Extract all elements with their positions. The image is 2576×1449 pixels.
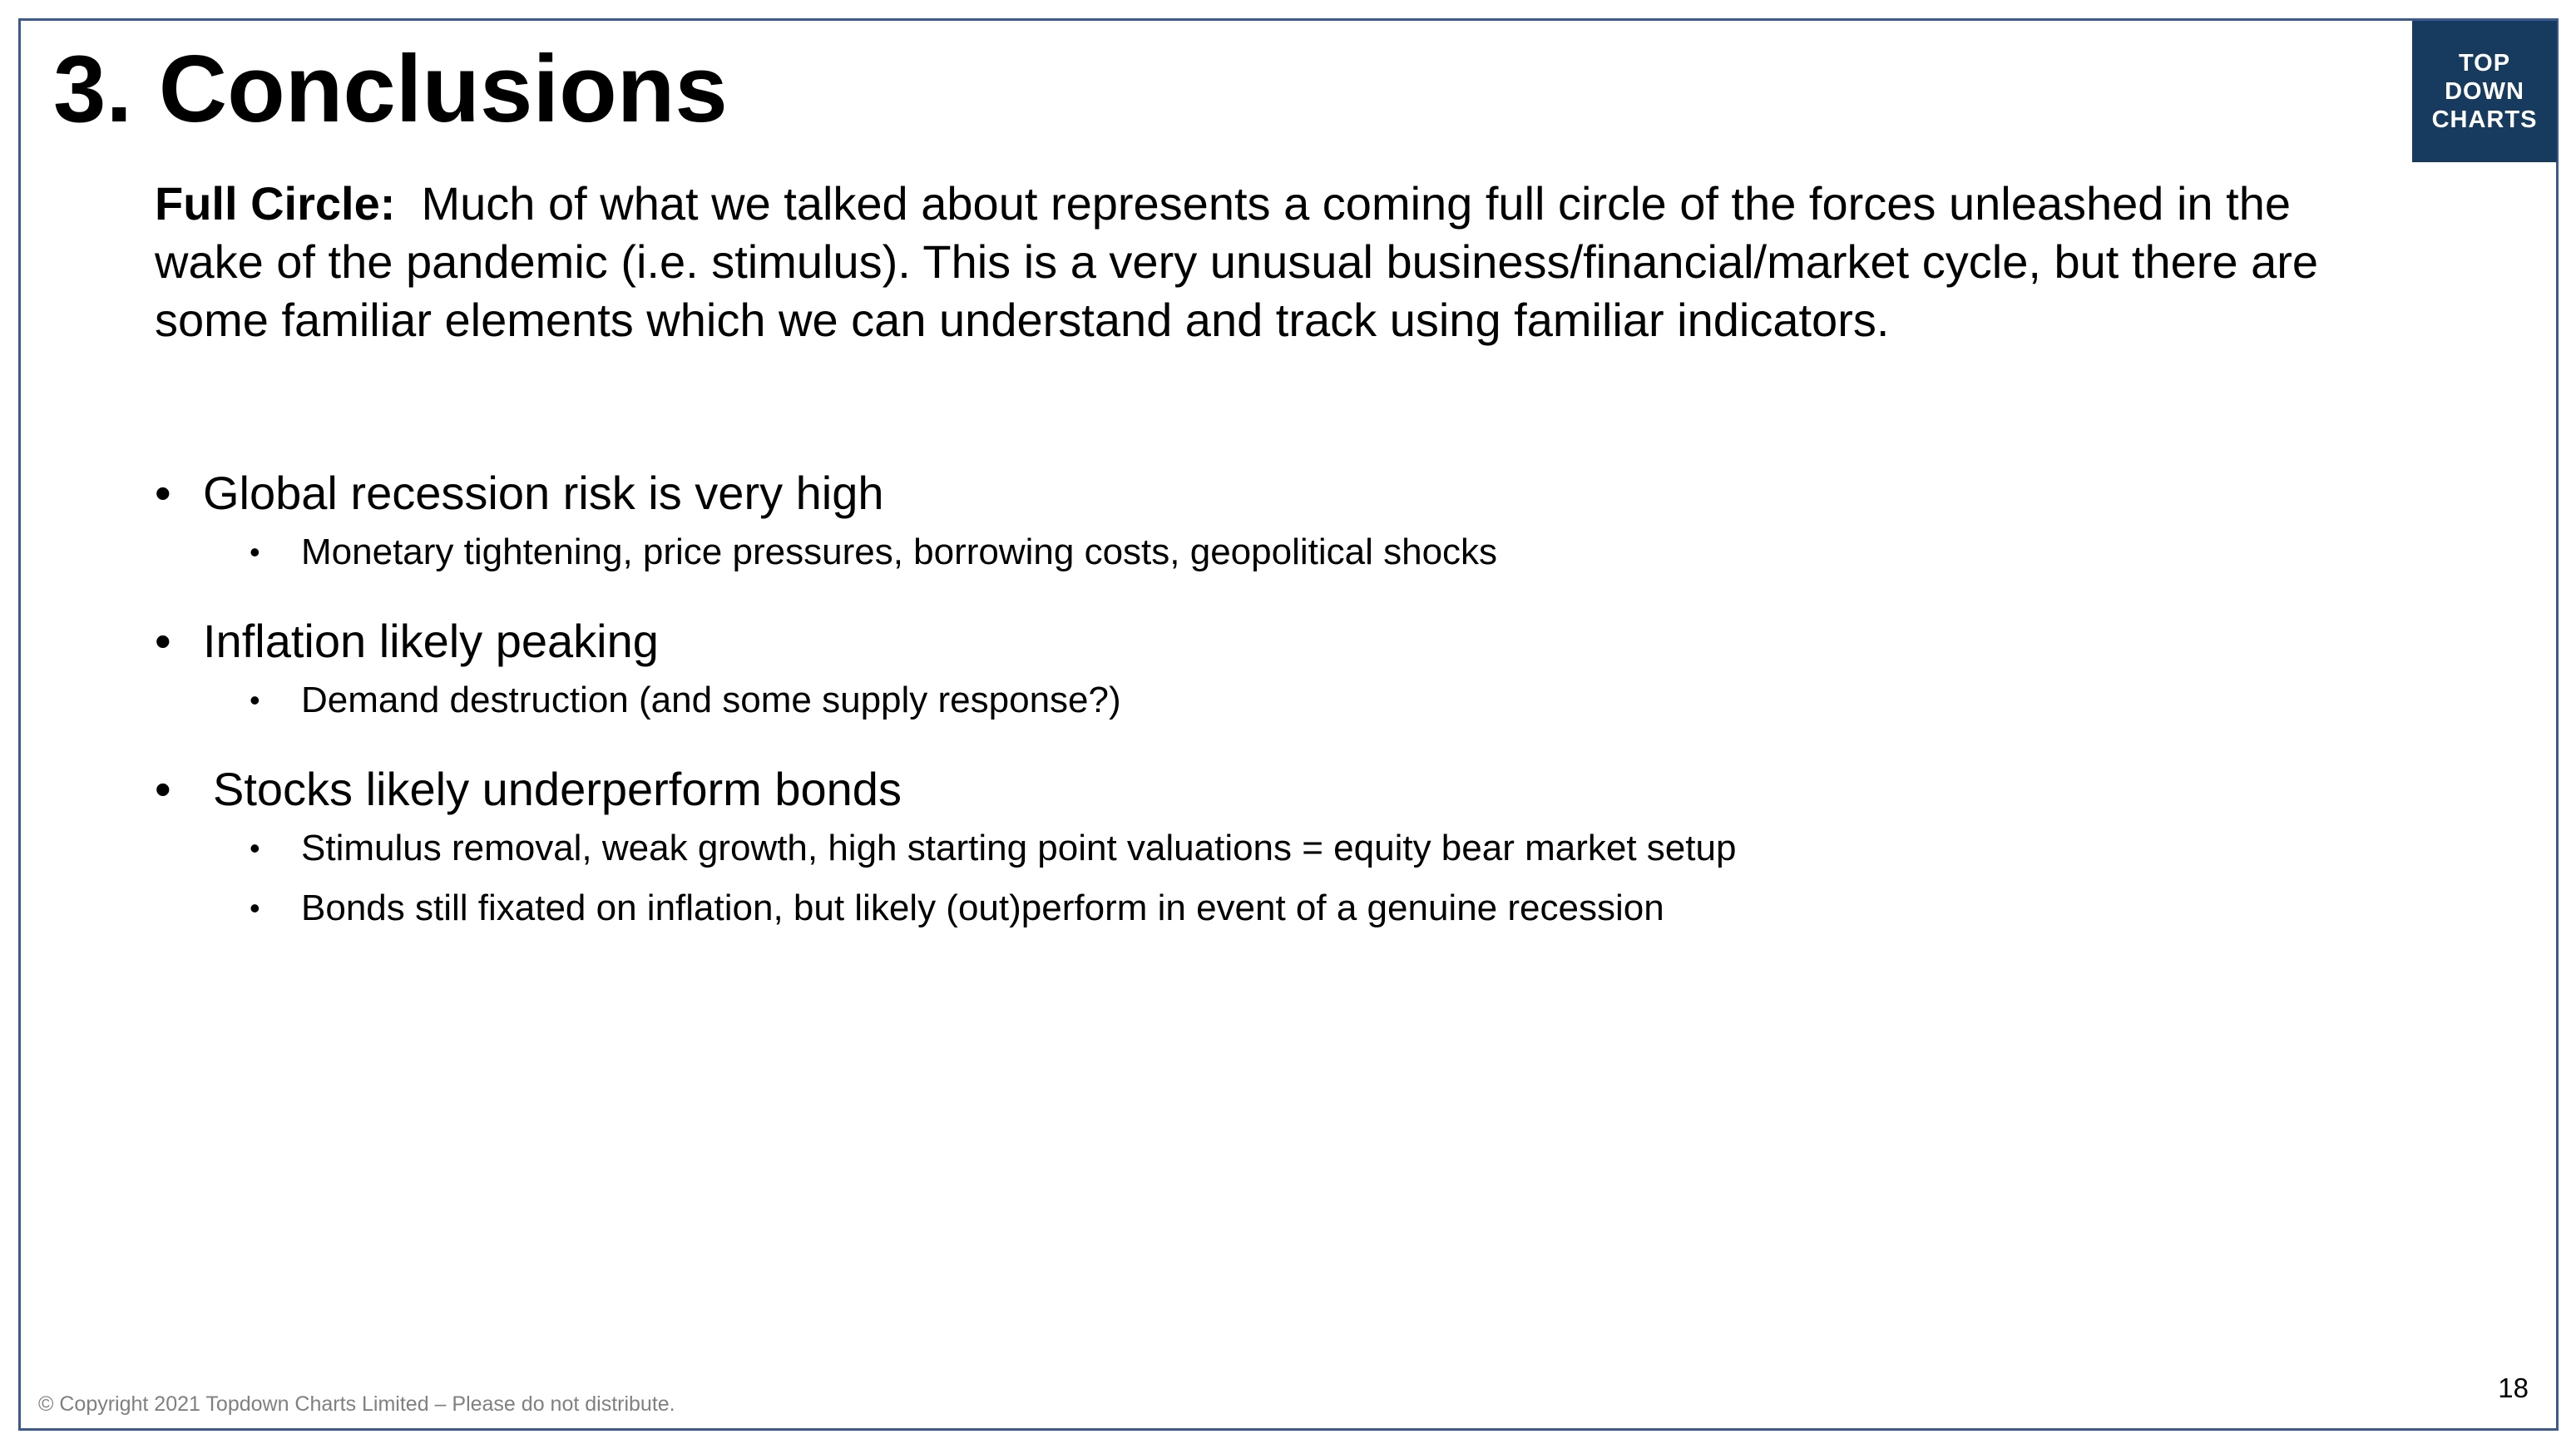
bullet-dot: •	[155, 467, 171, 519]
intro-lead: Full Circle:	[155, 177, 396, 230]
top-down-charts-logo	[2412, 21, 2557, 162]
sub-bullet-item	[155, 673, 2151, 728]
sub-bullet-item	[155, 821, 2151, 876]
sub-bullet-dot: •	[250, 683, 260, 717]
bullet-text: Stocks likely underperform bonds	[213, 763, 902, 815]
sub-bullet-dot: •	[250, 535, 260, 569]
logo-line-1: TOP	[2458, 50, 2511, 77]
sub-bullet-text: Demand destruction (and some supply response?)	[301, 680, 1121, 720]
sub-bullet-text: Monetary tightening, price pressures, borrowing costs, geopolitical shocks	[301, 532, 1498, 572]
page-number: 18	[2498, 1372, 2529, 1403]
intro-paragraph	[155, 175, 2384, 349]
bullet-text: Global recession risk is very high	[203, 467, 884, 519]
bullet-text: Inflation likely peaking	[203, 615, 659, 667]
intro-text: Much of what we talked about represents a coming full circle of the forces unleashed in the wake of the pandemic (i.e. stimulus). This is a very unusual business/financial/market cycle, but there are some familiar elements which we can understand and track using familiar indicators.	[155, 177, 2319, 346]
sub-bullet-text: Bonds still fixated on inflation, but likely (out)perform in event of a genuine recession	[301, 888, 1664, 928]
sub-bullet-item	[155, 525, 2151, 580]
sub-bullet-text: Stimulus removal, weak growth, high starting point valuations = equity bear market setup	[301, 828, 1737, 868]
page-title: 3. Conclusions	[53, 37, 728, 142]
sub-bullet-item	[155, 881, 2151, 936]
logo-line-2: DOWN	[2445, 78, 2524, 105]
bullet-item	[155, 758, 2151, 821]
sub-bullet-dot: •	[250, 891, 260, 925]
bullet-item	[155, 462, 2151, 525]
bullet-dot: •	[155, 763, 171, 815]
bullet-list	[155, 462, 2151, 936]
copyright-footer: © Copyright 2021 Topdown Charts Limited – Please do not distribute.	[38, 1392, 675, 1416]
logo-line-3: CHARTS	[2431, 106, 2538, 133]
bullet-item	[155, 610, 2151, 673]
bullet-dot: •	[155, 615, 171, 667]
sub-bullet-dot: •	[250, 831, 260, 865]
